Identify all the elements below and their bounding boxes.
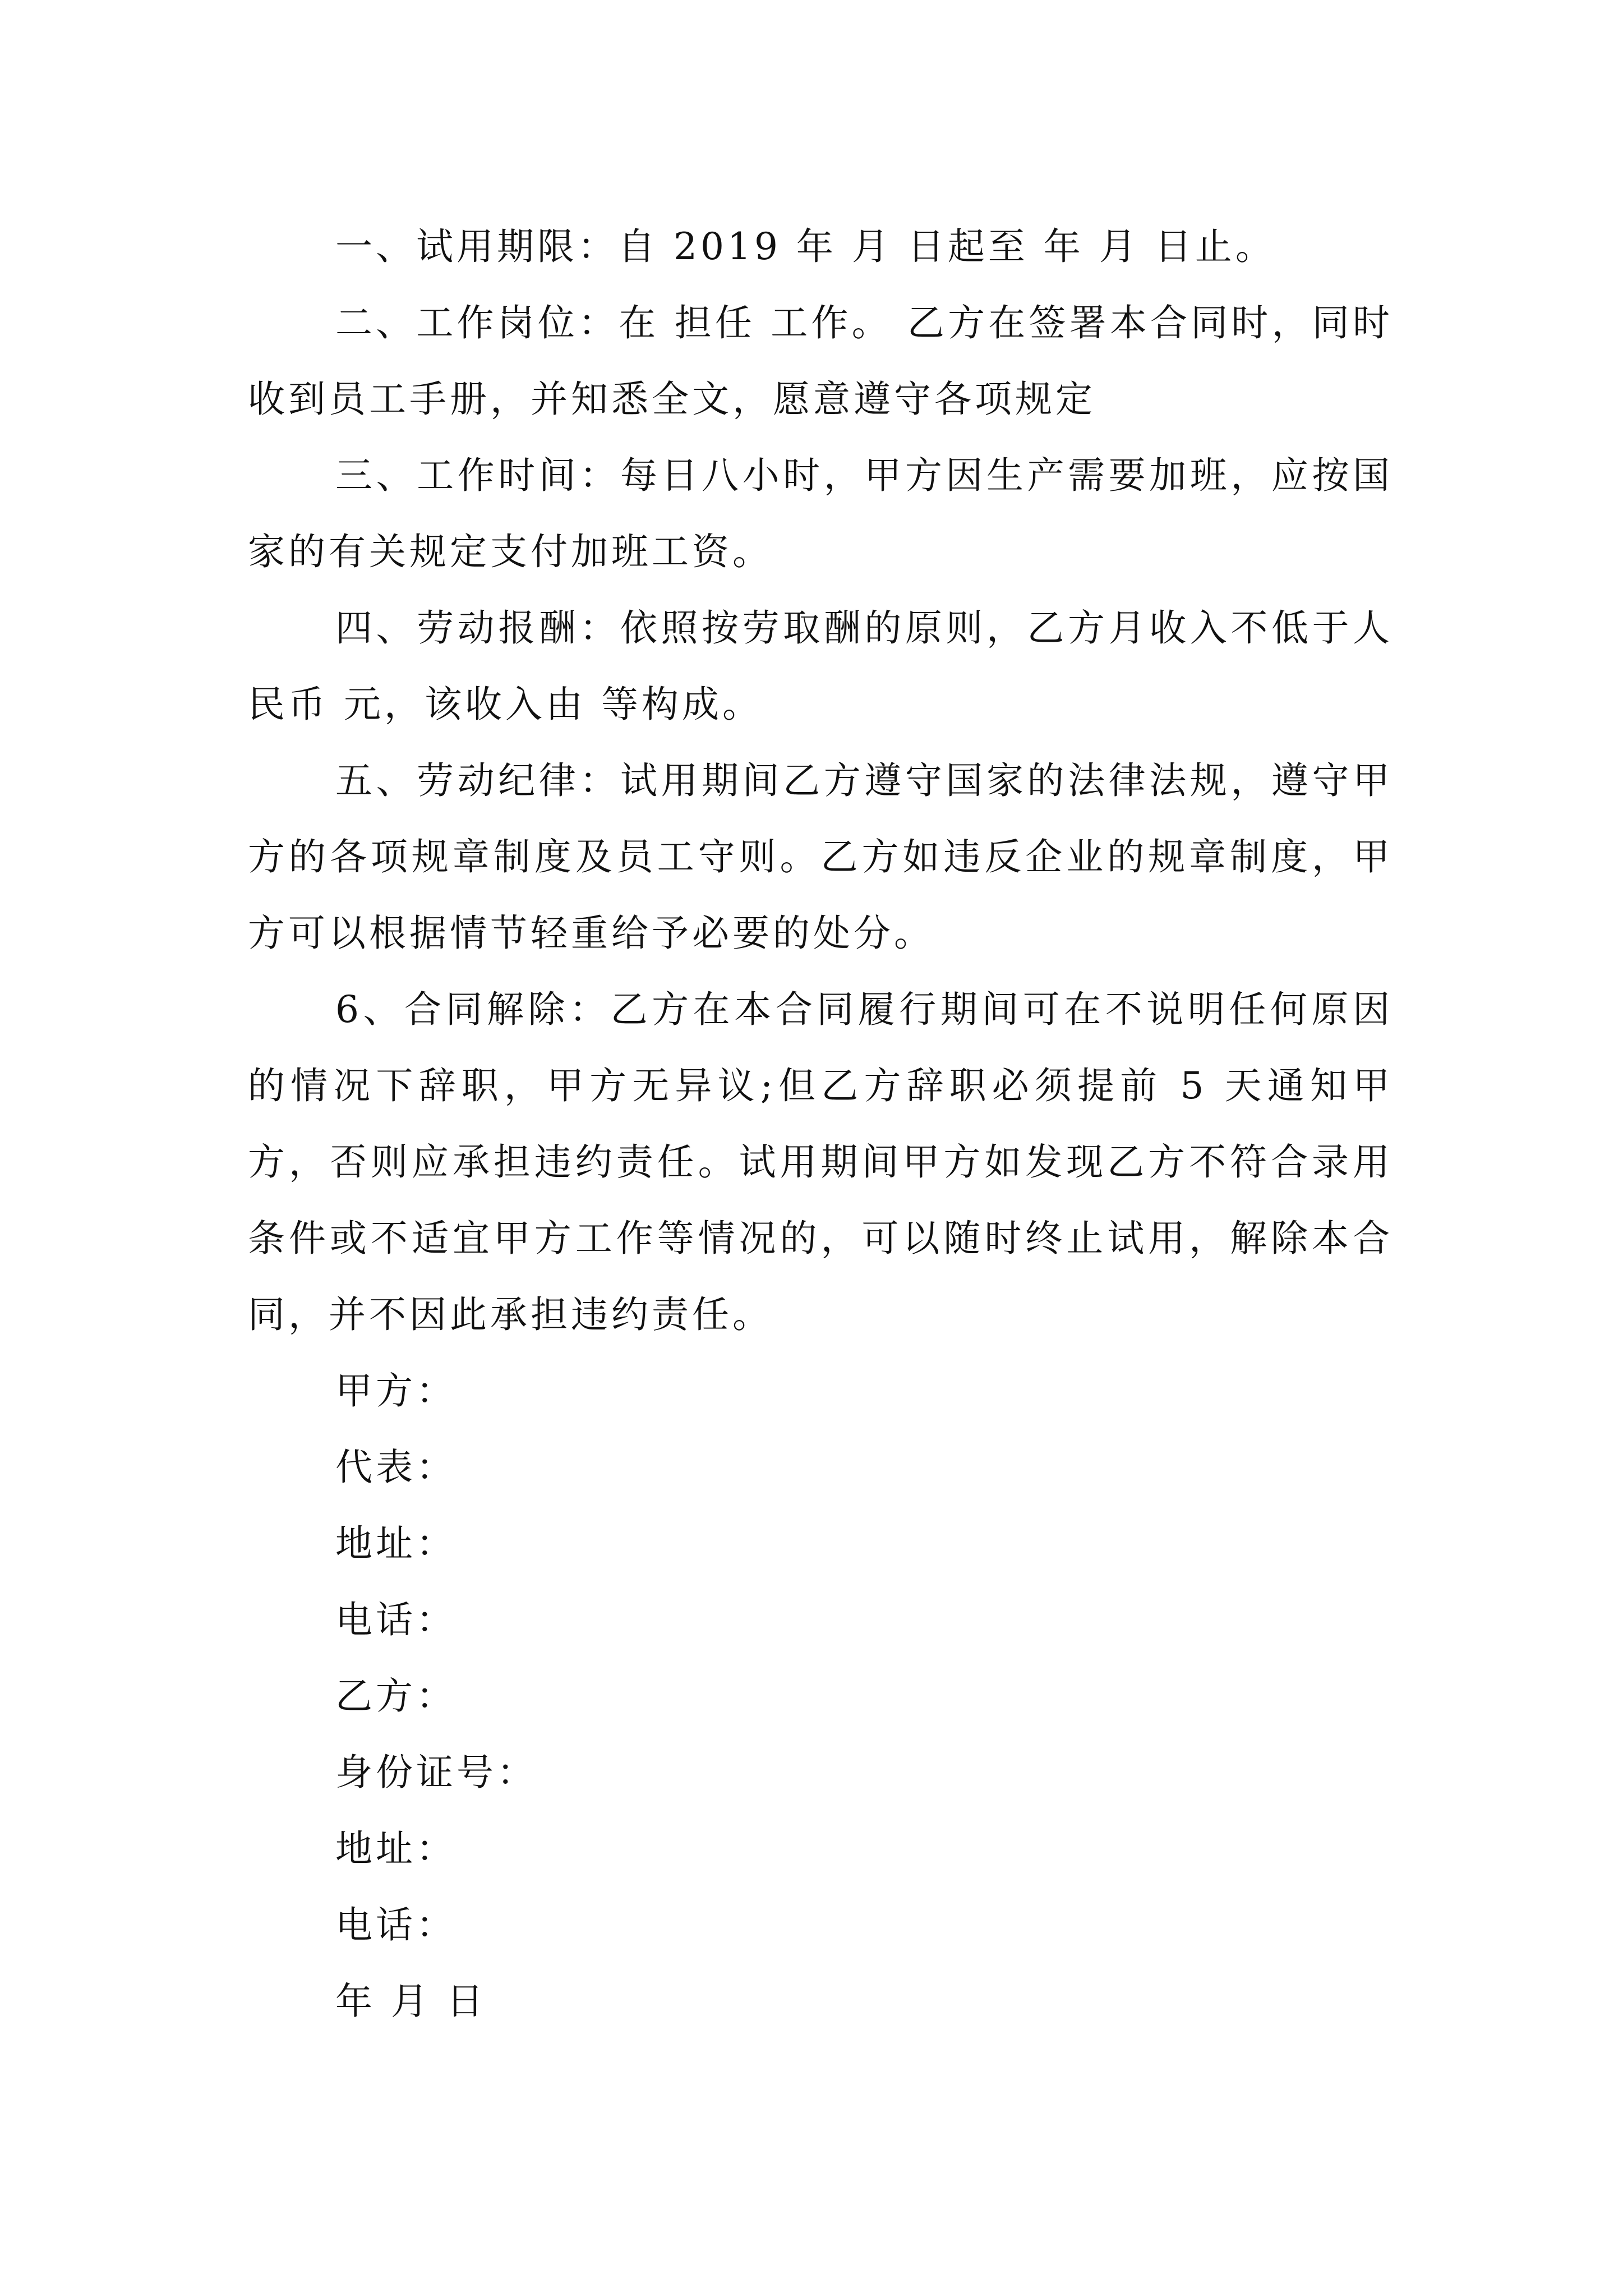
party-b-phone-label: 电话： [335, 1903, 457, 1947]
clause-working-hours: 三、工作时间：每日八小时，甲方因生产需要加班，应按国家的有关规定支付加班工资。 [248, 454, 1393, 573]
party-a-phone-label: 电话： [335, 1598, 457, 1641]
clause-remuneration: 四、劳动报酬：依照按劳取酬的原则，乙方月收入不低于人民币 元，该收入由 等构成。 [248, 606, 1393, 726]
clause-probation-period: 一、试用期限：自 2019 年 月 日起至 年 月 日止。 [335, 225, 1276, 268]
party-b-label: 乙方： [335, 1674, 457, 1718]
id-number-label: 身份证号： [335, 1751, 537, 1794]
contract-body [248, 209, 1393, 2040]
date-line: 年 月 日 [335, 1980, 487, 2023]
party-a-address-label: 地址： [335, 1522, 457, 1565]
representative-label: 代表： [335, 1446, 457, 1489]
party-a-label: 甲方： [335, 1369, 457, 1412]
signature-block [248, 1353, 1393, 2040]
clause-contract-termination: 6、合同解除：乙方在本合同履行期间可在不说明任何原因的情况下辞职，甲方无异议;但乙方辞职必须提前 5 天通知甲方，否则应承担违约责任。试用期间甲方如发现乙方不符合录用条件或不适宜甲方工作等情况的，可以随时终止试用，解除本合同，并不因此承担违约责任。 [248, 988, 1393, 1336]
clause-job-position: 二、工作岗位：在 担任 工作。 乙方在签署本合同时，同时收到员工手册，并知悉全文，愿意遵守各项规定 [248, 301, 1393, 421]
clause-labor-discipline: 五、劳动纪律：试用期间乙方遵守国家的法律法规，遵守甲方的各项规章制度及员工守则。乙方如违反企业的规章制度，甲方可以根据情节轻重给予必要的处分。 [248, 759, 1393, 955]
party-b-address-label: 地址： [335, 1827, 457, 1870]
